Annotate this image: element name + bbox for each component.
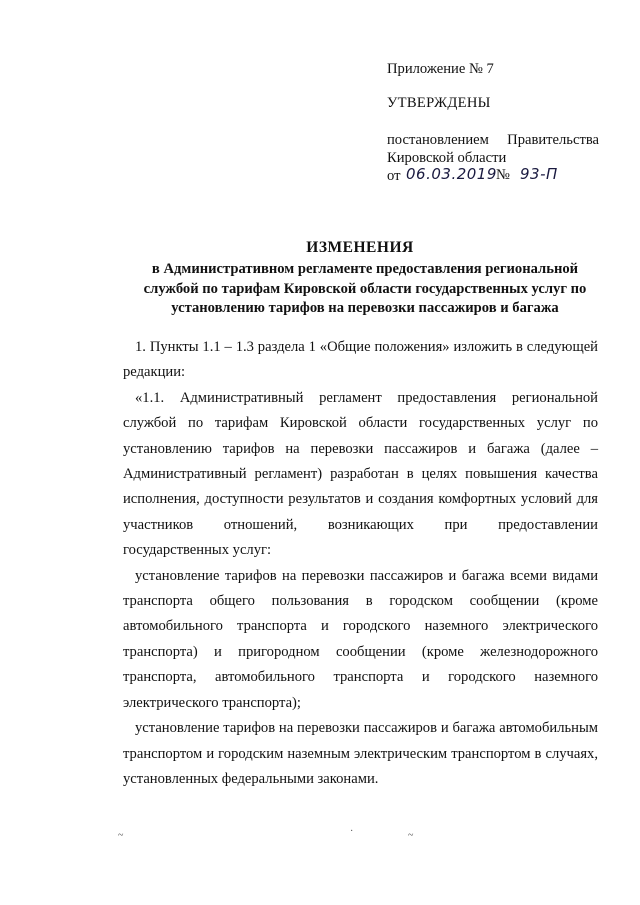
paragraph-1: 1. Пункты 1.1 – 1.3 раздела 1 «Общие положения» изложить в следующей редакции: [123,339,598,381]
approval-title: УТВЕРЖДЕНЫ [387,95,491,111]
approval-line-1 [387,131,599,150]
document-body [123,335,598,792]
paragraph-2: «1.1. Административный регламент предоставления региональной службой по тарифам Кировской области государственных услуг по установлению тарифов на перевозки пассажиров и багажа (далее – Административный регламент) разработан в целях повышения качества исполнения, доступности результатов и создания комфортных условий для участников отношений, возникающих при предоставлении государственных услуг: [123,389,598,559]
scan-mark: · [350,826,354,837]
number-label: № [496,167,510,183]
document-subtitle: в Административном регламенте предоставления региональной службой по тарифам Кировской области государственных услуг по установлению тарифов на перевозки пассажиров и багажа [143,261,587,316]
approval-word-government: Правительства [507,132,599,148]
paragraph-4: установление тарифов на перевозки пассажиров и багажа автомобильным транспортом и городским наземным электрическим транспортом в случаях, установленных федеральными законами. [123,720,598,787]
handwritten-number: 93-П [520,165,558,183]
paragraph-3: установление тарифов на перевозки пассажиров и багажа всеми видами транспорта общего пользования в городском сообщении (кроме автомобильного транспорта и городского наземного электрического транспорта) и пригородном сообщении (кроме железнодорожного транспорта, автомобильного транспорта и городского наземного электрического транспорта); [123,567,598,711]
approval-line-2: Кировской области [387,150,507,166]
approval-date-prefix: от [387,168,401,184]
approval-word-resolution: постановлением [387,132,489,148]
scan-mark: ~ [118,830,124,841]
document-title: ИЗМЕНЕНИЯ [306,239,414,256]
scan-mark: ~ [408,830,414,841]
handwritten-date: 06.03.2019 [406,165,497,183]
appendix-number: Приложение № 7 [387,61,494,77]
